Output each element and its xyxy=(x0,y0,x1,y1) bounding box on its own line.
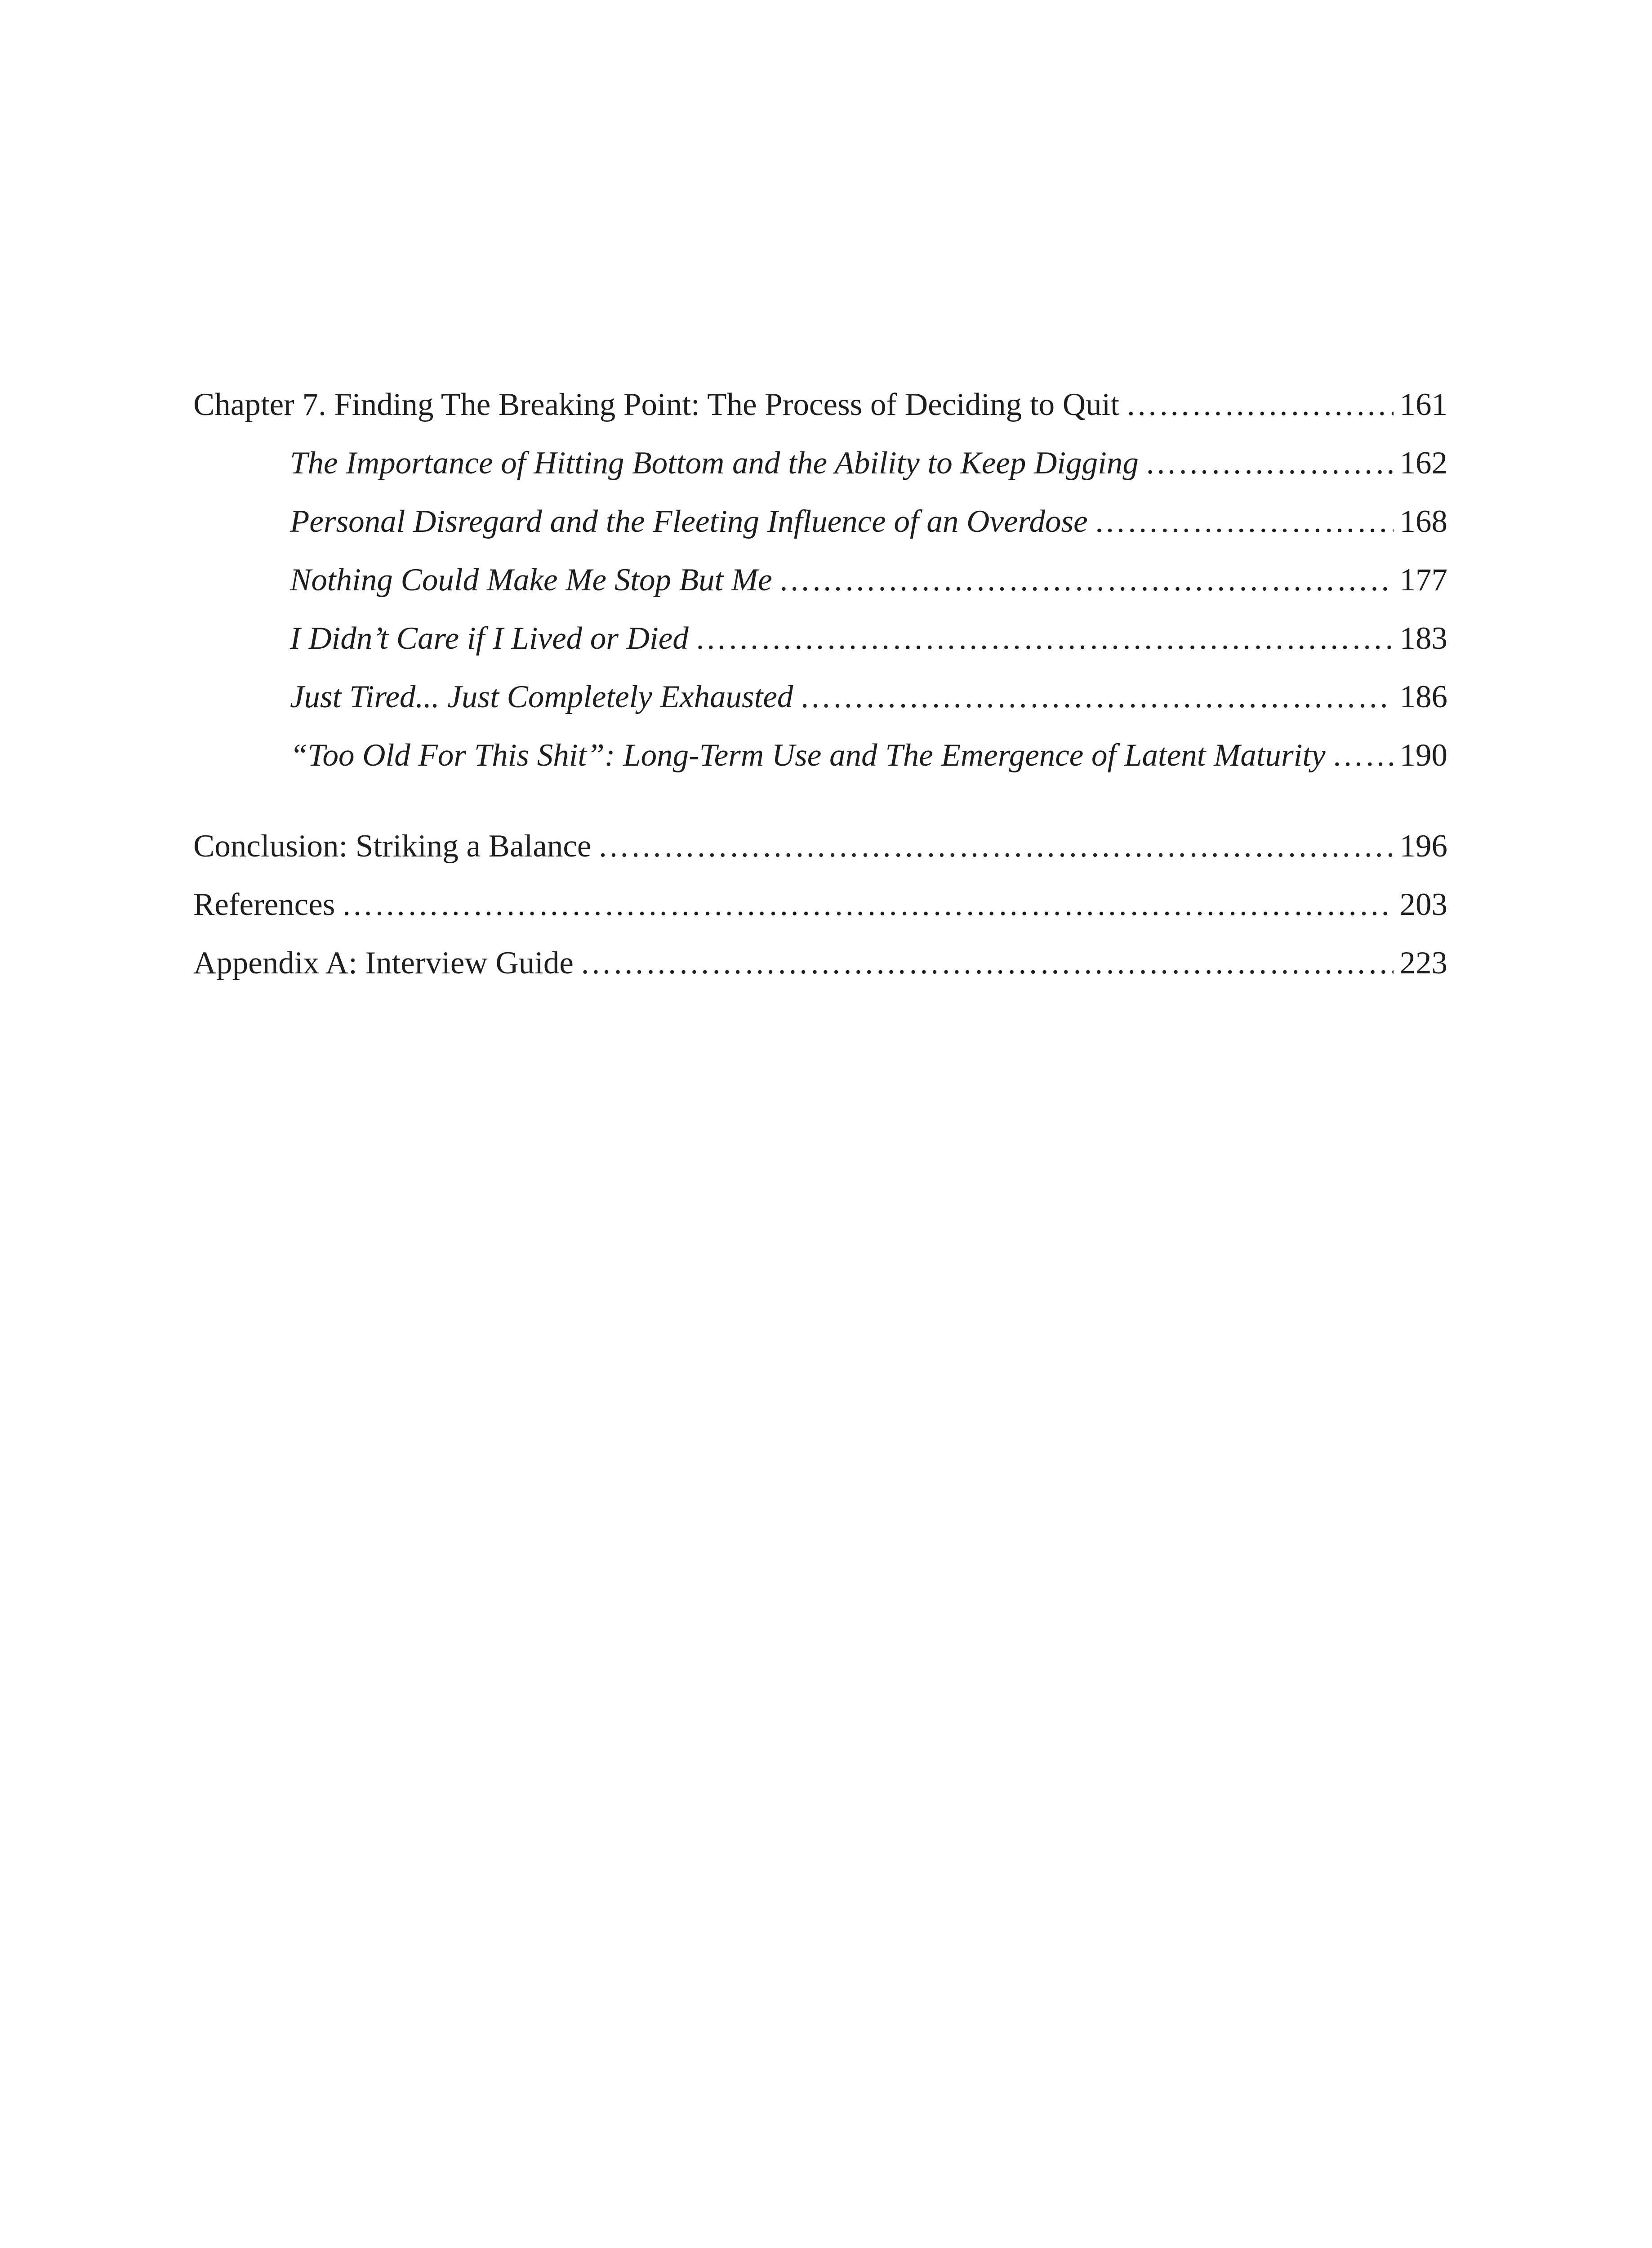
dot-leader xyxy=(695,609,1394,668)
toc-subentry-page: 168 xyxy=(1399,504,1447,539)
toc-subentry-page: 186 xyxy=(1399,679,1447,714)
toc-subentry-title: Just Tired... Just Completely Exhausted xyxy=(290,679,793,714)
toc-subentry-title: “Too Old For This Shit”: Long-Term Use and The Emergence of Latent Maturity xyxy=(290,738,1326,773)
toc-subentry-page: 177 xyxy=(1399,562,1447,598)
table-of-contents xyxy=(193,375,1447,992)
toc-entry-conclusion xyxy=(193,817,1447,875)
toc-entry-page: 196 xyxy=(1399,829,1447,864)
dot-leader xyxy=(779,551,1394,609)
toc-entry-title: Appendix A: Interview Guide xyxy=(193,946,574,981)
toc-subentry xyxy=(193,726,1447,785)
toc-subentry-page: 190 xyxy=(1399,738,1447,773)
toc-subentry-title: Nothing Could Make Me Stop But Me xyxy=(290,562,772,598)
section-gap xyxy=(193,785,1447,817)
toc-subentry-page: 162 xyxy=(1399,446,1447,481)
toc-subentry xyxy=(193,434,1447,492)
toc-subentry xyxy=(193,609,1447,668)
dot-leader xyxy=(1094,492,1394,551)
dot-leader xyxy=(341,875,1393,934)
toc-subentry-title: Personal Disregard and the Fleeting Influence of an Overdose xyxy=(290,504,1088,539)
toc-entry-title: Conclusion: Striking a Balance xyxy=(193,829,592,864)
dot-leader xyxy=(799,668,1393,726)
toc-subentry xyxy=(193,551,1447,609)
dot-leader xyxy=(1332,726,1394,785)
toc-subentry-title: I Didn’t Care if I Lived or Died xyxy=(290,621,689,656)
toc-entry-page: 161 xyxy=(1399,387,1447,422)
dot-leader xyxy=(1126,375,1393,434)
toc-subentry-page: 183 xyxy=(1399,621,1447,656)
toc-subentry xyxy=(193,492,1447,551)
toc-entry-chapter-7 xyxy=(193,375,1447,434)
dot-leader xyxy=(597,817,1393,875)
toc-entry-title: Chapter 7. Finding The Breaking Point: The Process of Deciding to Quit xyxy=(193,387,1120,422)
toc-entry-references xyxy=(193,875,1447,934)
toc-entry-page: 203 xyxy=(1399,887,1447,922)
toc-subentry-title: The Importance of Hitting Bottom and the Ability to Keep Digging xyxy=(290,446,1139,481)
toc-subentry xyxy=(193,668,1447,726)
dot-leader xyxy=(580,934,1394,992)
dot-leader xyxy=(1145,434,1394,492)
toc-entry-page: 223 xyxy=(1399,946,1447,981)
toc-entry-appendix-a xyxy=(193,934,1447,992)
toc-entry-title: References xyxy=(193,887,335,922)
